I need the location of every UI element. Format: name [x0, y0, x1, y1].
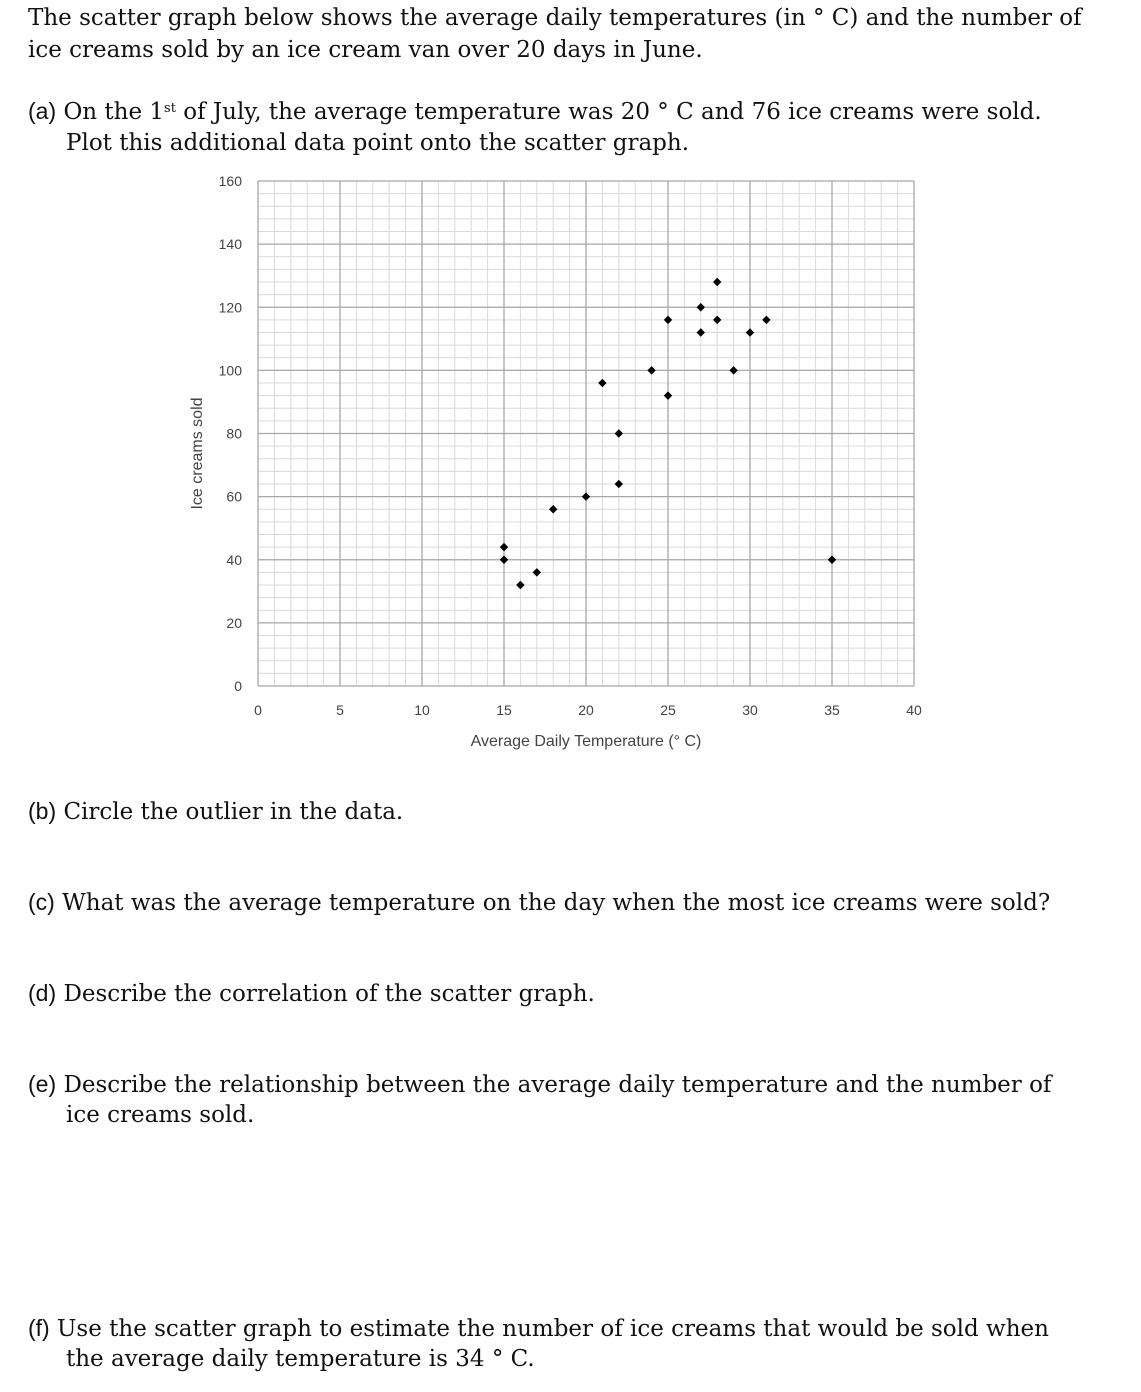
y-tick-label: 40 — [226, 551, 242, 568]
y-tick-label: 80 — [226, 425, 242, 442]
data-point — [713, 316, 721, 324]
question-e-line-2: ice creams sold. — [66, 1102, 255, 1128]
question-f-label: (f) — [28, 1315, 50, 1341]
data-point — [500, 556, 508, 564]
data-point — [500, 543, 508, 551]
x-axis-title: Average Daily Temperature (° C) — [470, 733, 702, 750]
scatter-chart[interactable] — [180, 165, 940, 765]
question-c-label: (c) — [28, 889, 55, 915]
question-f-line-2: the average daily temperature is 34 ° C. — [66, 1346, 535, 1372]
question-f-text: Use the scatter graph to estimate the number of ice creams that would be sold when — [57, 1316, 1049, 1342]
y-tick-label: 160 — [218, 173, 242, 189]
question-b — [28, 796, 403, 828]
x-tick-label: 35 — [824, 702, 840, 718]
x-tick-label: 15 — [496, 702, 512, 718]
question-a-line-2: Plot this additional data point onto the scatter graph. — [66, 130, 690, 156]
x-tick-label: 5 — [336, 702, 344, 718]
x-tick-label: 20 — [578, 702, 594, 718]
data-point — [664, 391, 672, 399]
data-point — [664, 316, 672, 324]
x-tick-label: 40 — [906, 702, 922, 718]
intro-line-1: The scatter graph below shows the average daily temperatures (in ° C) and the number of — [28, 5, 1082, 31]
data-point — [582, 492, 590, 500]
data-point — [647, 366, 655, 374]
y-tick-label: 120 — [218, 299, 242, 316]
data-point — [762, 316, 770, 324]
question-d — [28, 978, 595, 1010]
data-point — [746, 328, 754, 336]
x-tick-label: 10 — [414, 702, 430, 718]
data-point — [729, 366, 737, 374]
x-tick-label: 30 — [742, 702, 758, 718]
question-e-label: (e) — [28, 1071, 57, 1097]
data-point — [549, 505, 557, 513]
x-tick-label: 0 — [254, 702, 262, 718]
y-tick-label: 0 — [234, 678, 242, 694]
data-point — [615, 480, 623, 488]
question-e-text: Describe the relationship between the average daily temperature and the number of — [63, 1072, 1052, 1098]
question-a-label: (a) — [28, 98, 57, 124]
intro-line-2: ice creams sold by an ice cream van over 20 days in June. — [28, 37, 703, 63]
y-tick-label: 140 — [218, 236, 242, 253]
data-point — [533, 568, 541, 576]
y-tick-labels — [219, 173, 243, 694]
data-point — [697, 328, 705, 336]
question-a-superscript: st — [164, 101, 176, 116]
y-axis-title: Ice creams sold — [189, 397, 206, 510]
question-f-line-1 — [28, 1313, 1049, 1345]
data-point — [516, 581, 524, 589]
x-tick-labels — [254, 702, 922, 718]
data-point — [828, 556, 836, 564]
y-tick-label: 20 — [226, 614, 242, 631]
question-b-label: (b) — [28, 798, 57, 824]
question-b-text: Circle the outlier in the data. — [63, 799, 404, 825]
data-point — [713, 278, 721, 286]
question-a-line-1 — [28, 96, 1042, 128]
data-point — [615, 429, 623, 437]
data-point — [697, 303, 705, 311]
question-d-text: Describe the correlation of the scatter graph. — [63, 981, 595, 1007]
question-c — [28, 887, 1050, 919]
question-c-text: What was the average temperature on the day when the most ice creams were sold? — [62, 890, 1051, 916]
y-tick-label: 100 — [218, 362, 242, 379]
data-point — [598, 379, 606, 387]
x-tick-label: 25 — [660, 702, 676, 718]
question-d-label: (d) — [28, 980, 57, 1006]
y-tick-label: 60 — [226, 488, 242, 505]
question-a-text-post: of July, the average temperature was 20 ° C and 76 ice creams were sold. — [175, 99, 1042, 125]
question-a-text-pre: On the 1 — [63, 99, 165, 125]
question-e-line-1 — [28, 1069, 1051, 1101]
